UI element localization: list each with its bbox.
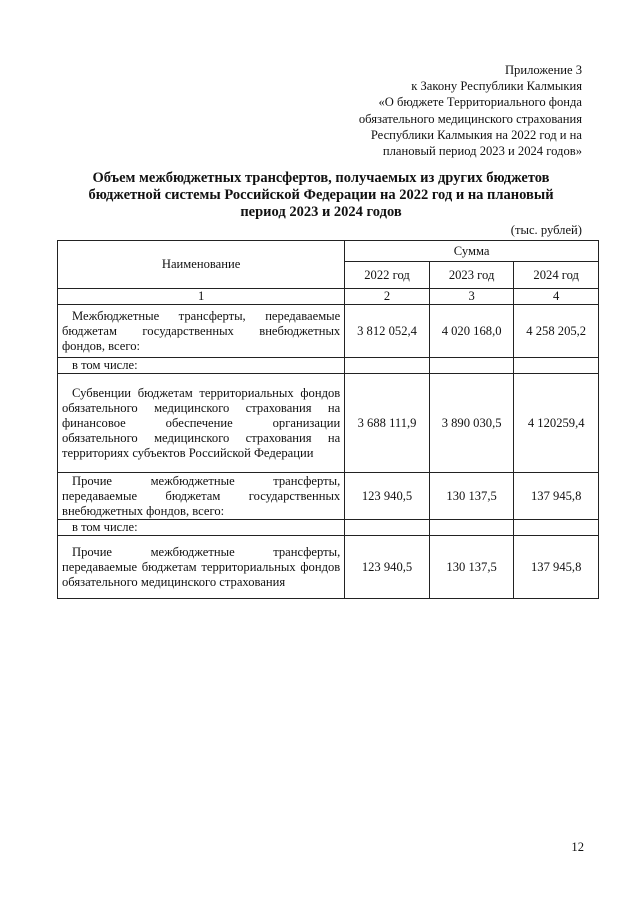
header-name: Наименование	[58, 241, 345, 289]
title-line: период 2023 и 2024 годов	[240, 204, 402, 220]
row-value-2023: 130 137,5	[429, 473, 514, 520]
document-title	[60, 170, 582, 221]
column-number-row	[58, 289, 599, 305]
units-label: (тыс. рублей)	[510, 223, 582, 237]
page-number: 12	[571, 840, 584, 854]
empty-cell	[429, 520, 514, 536]
column-number: 4	[514, 289, 599, 305]
row-name: Межбюджетные трансферты, передаваемые бюджетам государственных внебюджетных фондов, всего:	[58, 305, 345, 358]
row-name: Субвенции бюджетам территориальных фондов обязательного медицинского страхования на финансовое обеспечение организации обязательного медицинского страхования на территориях субъектов Российской Федерации	[58, 374, 345, 473]
empty-cell	[514, 520, 599, 536]
header-year-2022: 2022 год	[345, 262, 430, 289]
header-year-2023: 2023 год	[429, 262, 514, 289]
annex-reference	[302, 62, 582, 159]
annex-line: Республики Калмыкия на 2022 год и на	[370, 127, 582, 142]
row-value-2023: 4 020 168,0	[429, 305, 514, 358]
title-line: бюджетной системы Российской Федерации на 2022 год и на плановый	[88, 187, 554, 203]
empty-cell	[345, 358, 430, 374]
table-row	[58, 536, 599, 599]
row-name: в том числе:	[58, 520, 345, 536]
table-row	[58, 305, 599, 358]
row-value-2024: 4 258 205,2	[514, 305, 599, 358]
header-sum: Сумма	[345, 241, 599, 262]
annex-line: Приложение 3	[504, 63, 582, 77]
row-value-2022: 123 940,5	[345, 473, 430, 520]
table-row	[58, 358, 599, 374]
empty-cell	[429, 358, 514, 374]
title-line: Объем межбюджетных трансфертов, получаемых из других бюджетов	[92, 170, 550, 186]
row-value-2024: 137 945,8	[514, 536, 599, 599]
empty-cell	[514, 358, 599, 374]
annex-line: плановый период 2023 и 2024 годов»	[382, 144, 582, 159]
row-value-2022: 3 688 111,9	[345, 374, 430, 473]
row-value-2024: 137 945,8	[514, 473, 599, 520]
row-name: в том числе:	[58, 358, 345, 374]
annex-line: обязательного медицинского страхования	[358, 111, 582, 126]
row-value-2022: 3 812 052,4	[345, 305, 430, 358]
row-value-2024: 4 120259,4	[514, 374, 599, 473]
header-year-2024: 2024 год	[514, 262, 599, 289]
annex-line: к Закону Республики Калмыкия	[411, 79, 582, 94]
table-row	[58, 520, 599, 536]
row-value-2023: 3 890 030,5	[429, 374, 514, 473]
header-row	[58, 241, 599, 262]
column-number: 3	[429, 289, 514, 305]
table-row	[58, 473, 599, 520]
column-number: 1	[58, 289, 345, 305]
transfers-table	[57, 240, 599, 599]
column-number: 2	[345, 289, 430, 305]
row-value-2023: 130 137,5	[429, 536, 514, 599]
table-row	[58, 374, 599, 473]
row-value-2022: 123 940,5	[345, 536, 430, 599]
empty-cell	[345, 520, 430, 536]
row-name: Прочие межбюджетные трансферты, передаваемые бюджетам территориальных фондов обязательного медицинского страхования	[58, 536, 345, 599]
row-name: Прочие межбюджетные трансферты, передаваемые бюджетам государственных внебюджетных фондов, всего:	[58, 473, 345, 520]
annex-line: «О бюджете Территориального фонда	[378, 95, 582, 110]
